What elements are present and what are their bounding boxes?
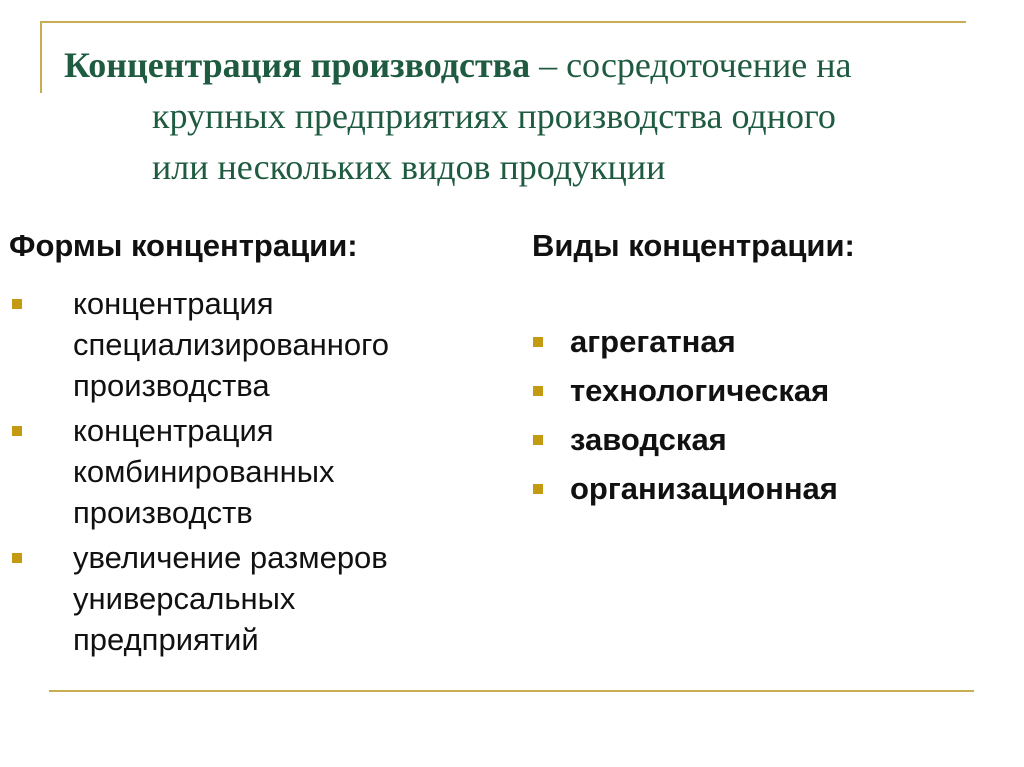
bottom-frame-line <box>49 690 974 692</box>
forms-item-2-line-1: концентрация <box>73 413 274 448</box>
top-frame-line <box>40 21 966 23</box>
forms-item-3-line-1: увеличение размеров <box>73 540 388 575</box>
types-item-label: заводская <box>570 422 727 457</box>
square-bullet-icon <box>533 435 543 445</box>
forms-item-1-line-3: производства <box>73 368 270 403</box>
square-bullet-icon <box>12 553 22 563</box>
forms-heading: Формы концентрации: <box>9 228 358 263</box>
types-item-label: агрегатная <box>570 324 736 359</box>
square-bullet-icon <box>533 337 543 347</box>
forms-list <box>9 283 489 664</box>
forms-item-1-line-2: специализированного <box>73 327 389 362</box>
square-bullet-icon <box>533 386 543 396</box>
types-list-item <box>532 321 992 370</box>
forms-item-2-line-2: комбинированных <box>73 454 335 489</box>
types-list-item <box>532 468 992 517</box>
left-frame-line <box>40 21 42 93</box>
forms-item-3-line-2: универсальных <box>73 581 296 616</box>
forms-list-item <box>9 410 489 533</box>
types-heading: Виды концентрации: <box>532 228 855 263</box>
types-item-label: организационная <box>570 471 838 506</box>
title-line1-rest: – сосредоточение на <box>530 45 852 85</box>
square-bullet-icon <box>12 299 22 309</box>
forms-list-item <box>9 283 489 406</box>
title-line2: крупных предприятиях производства одного <box>152 96 836 136</box>
types-list-item <box>532 370 992 419</box>
slide-title <box>64 40 974 193</box>
title-line3: или нескольких видов продукции <box>152 147 666 187</box>
types-list-item <box>532 419 992 468</box>
square-bullet-icon <box>533 484 543 494</box>
title-term: Концентрация производства <box>64 45 531 85</box>
forms-item-1-line-1: концентрация <box>73 286 274 321</box>
forms-item-2-line-3: производств <box>73 495 253 530</box>
forms-list-item <box>9 537 489 660</box>
types-item-label: технологическая <box>570 373 830 408</box>
square-bullet-icon <box>12 426 22 436</box>
types-list <box>532 321 992 517</box>
forms-item-3-line-3: предприятий <box>73 622 259 657</box>
